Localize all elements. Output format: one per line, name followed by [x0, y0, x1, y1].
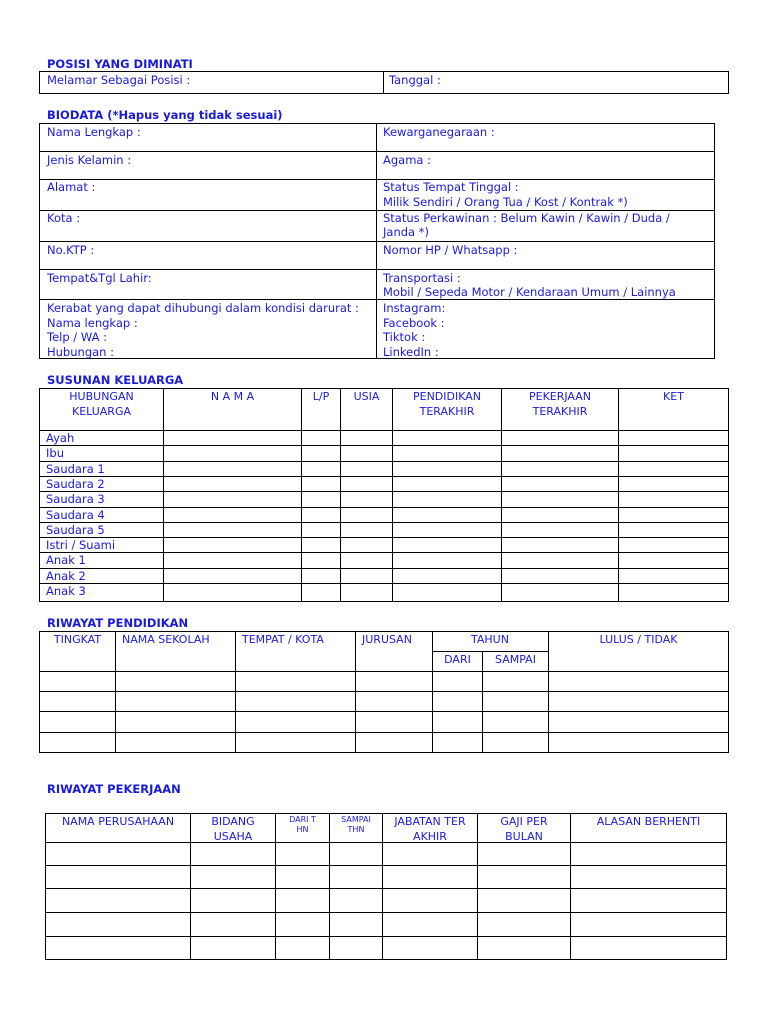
table-column-divider [570, 813, 571, 960]
table-row-divider [39, 568, 729, 569]
tanggal-field[interactable]: Tanggal : [389, 73, 441, 87]
keluarga-row-label: Saudara 4 [46, 508, 105, 522]
section-title-pekerjaan: RIWAYAT PEKERJAAN [47, 782, 181, 796]
keluarga-header-ket: KET [663, 390, 684, 403]
tempat-tgl-lahir-field[interactable]: Tempat&Tgl Lahir: [47, 271, 152, 285]
ktp-field[interactable]: No.KTP : [47, 243, 95, 257]
kota-field[interactable]: Kota : [47, 211, 81, 225]
pendidikan-table [39, 631, 729, 753]
status-tinggal-options[interactable]: Milik Sendiri / Orang Tua / Kost / Kontrak *) [383, 195, 628, 209]
keluarga-header-lp: L/P [312, 390, 330, 403]
section-title-keluarga: SUSUNAN KELUARGA [47, 373, 184, 387]
table-row-divider [39, 537, 729, 538]
table-row-divider [39, 583, 729, 584]
nama-lengkap-field[interactable]: Nama Lengkap : [47, 125, 141, 139]
table-column-divider [392, 388, 393, 602]
pekerjaan-header-dari: DARI T HN [289, 815, 316, 834]
table-row-divider [45, 912, 727, 913]
table-column-divider [432, 631, 433, 753]
instagram-field[interactable]: Instagram: [383, 301, 446, 315]
keluarga-row-label: Saudara 1 [46, 462, 105, 476]
table-column-divider [329, 813, 330, 960]
table-row-divider [39, 691, 729, 692]
transportasi-options[interactable]: Mobil / Sepeda Motor / Kendaraan Umum / Lainnya [383, 285, 676, 299]
pekerjaan-header-perusahaan: NAMA PERUSAHAAN [61, 815, 175, 828]
linkedin-field[interactable]: LinkedIn : [383, 345, 439, 359]
kerabat-nama-field[interactable]: Nama lengkap : [47, 316, 138, 330]
table-row-divider [39, 461, 729, 462]
table-row-divider [39, 476, 729, 477]
table-column-divider [548, 631, 549, 753]
alamat-field[interactable]: Alamat : [47, 180, 96, 194]
pendidikan-header-tingkat: TINGKAT [53, 633, 102, 646]
keluarga-row-label: Saudara 3 [46, 492, 105, 506]
keluarga-row-label: Anak 3 [46, 584, 86, 598]
pekerjaan-header-sampai: SAMPAI THN [341, 815, 371, 834]
kewarganegaraan-field[interactable]: Kewarganegaraan : [383, 125, 495, 139]
table-row-divider [39, 552, 729, 553]
keluarga-header-usia: USIA [353, 390, 380, 403]
keluarga-row-label: Saudara 2 [46, 477, 105, 491]
pendidikan-header-tempat: TEMPAT / KOTA [242, 633, 324, 646]
kerabat-telp-field[interactable]: Telp / WA : [47, 330, 107, 344]
facebook-field[interactable]: Facebook : [383, 316, 445, 330]
table-column-divider [501, 388, 502, 602]
table-row-divider [39, 507, 729, 508]
transportasi-label: Transportasi : [383, 271, 461, 285]
kerabat-label: Kerabat yang dapat dihubungi dalam kondisi darurat : [47, 301, 359, 315]
table-row-divider [39, 711, 729, 712]
table-column-divider [163, 388, 164, 602]
pendidikan-header-lulus: LULUS / TIDAK [599, 633, 678, 646]
table-column-divider [355, 631, 356, 753]
keluarga-header-nama: N A M A [210, 390, 255, 403]
keluarga-row-label: Ayah [46, 431, 75, 445]
keluarga-row-label: Anak 1 [46, 553, 86, 567]
kerabat-hubungan-field[interactable]: Hubungan : [47, 345, 114, 359]
pekerjaan-header-jabatan: JABATAN TER AKHIR [394, 815, 466, 843]
pendidikan-header-sekolah: NAMA SEKOLAH [122, 633, 210, 646]
melamar-field[interactable]: Melamar Sebagai Posisi : [47, 73, 191, 87]
table-row-divider [45, 936, 727, 937]
pendidikan-subheader-sampai: SAMPAI [495, 653, 536, 666]
table-column-divider [340, 388, 341, 602]
pekerjaan-header-gaji: GAJI PER BULAN [500, 815, 548, 843]
table-column-divider [235, 631, 236, 753]
table-row-divider [39, 430, 729, 431]
keluarga-header-hubungan: HUBUNGAN KELUARGA [69, 390, 134, 418]
table-column-divider [275, 813, 276, 960]
section-title-biodata: BIODATA (*Hapus yang tidak sesuai) [47, 108, 283, 122]
pekerjaan-header-bidang: BIDANG USAHA [211, 815, 255, 843]
status-kawin-options[interactable]: Status Perkawinan : Belum Kawin / Kawin / Duda / [383, 211, 670, 225]
table-row-divider [39, 445, 729, 446]
jenis-kelamin-field[interactable]: Jenis Kelamin : [47, 153, 132, 167]
pekerjaan-header-alasan: ALASAN BERHENTI [596, 815, 701, 828]
keluarga-header-pekerjaan: PEKERJAAN TERAKHIR [528, 390, 592, 418]
keluarga-table [39, 388, 729, 602]
nomor-hp-field[interactable]: Nomor HP / Whatsapp : [383, 243, 518, 257]
section-title-pendidikan: RIWAYAT PENDIDIKAN [47, 616, 189, 630]
tiktok-field[interactable]: Tiktok : [383, 330, 426, 344]
status-tinggal-label: Status Tempat Tinggal : [383, 180, 519, 194]
pendidikan-subheader-dari: DARI [444, 653, 471, 666]
pendidikan-header-tahun: TAHUN [471, 633, 509, 646]
keluarga-row-label: Anak 2 [46, 569, 86, 583]
table-column-divider [115, 631, 116, 753]
keluarga-header-pendidikan: PENDIDIKAN TERAKHIR [412, 390, 481, 418]
keluarga-row-label: Istri / Suami [46, 538, 116, 552]
agama-field[interactable]: Agama : [383, 153, 431, 167]
table-row-divider [39, 732, 729, 733]
pendidikan-header-jurusan: JURUSAN [362, 633, 412, 646]
table-row-divider [39, 671, 729, 672]
table-row-divider [45, 865, 727, 866]
table-row-divider [39, 491, 729, 492]
table-row-divider [39, 522, 729, 523]
table-row-divider [45, 888, 727, 889]
section-title-posisi: POSISI YANG DIMINATI [47, 57, 193, 71]
keluarga-row-label: Ibu [46, 446, 64, 460]
status-kawin-options-2[interactable]: Janda *) [383, 225, 429, 239]
keluarga-row-label: Saudara 5 [46, 523, 105, 537]
table-column-divider [301, 388, 302, 602]
table-column-divider [618, 388, 619, 602]
